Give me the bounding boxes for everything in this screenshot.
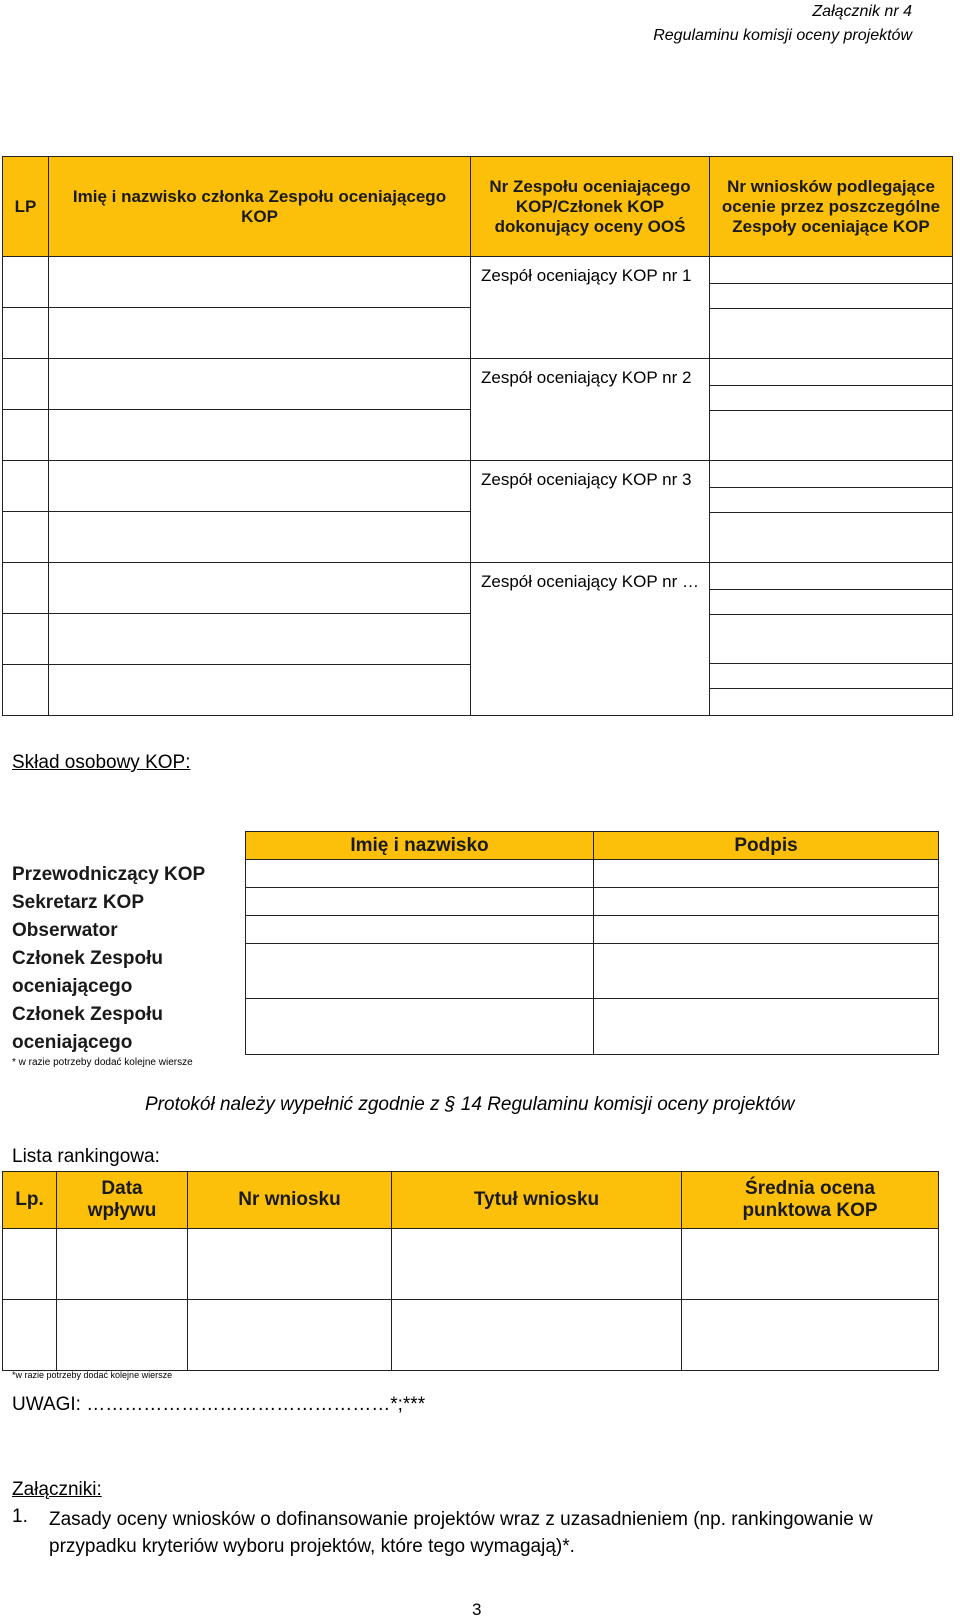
header-lp: Lp. xyxy=(3,1172,57,1229)
member-name-cell[interactable] xyxy=(49,359,471,410)
lp-cell[interactable] xyxy=(3,1229,57,1300)
name-cell[interactable] xyxy=(246,888,594,916)
header-lp: LP xyxy=(3,157,49,257)
name-cell[interactable] xyxy=(246,999,594,1055)
application-numbers-cell[interactable] xyxy=(710,359,953,461)
member-name-cell[interactable] xyxy=(49,563,471,614)
team-label: Zespół oceniający KOP nr 1 xyxy=(471,257,710,359)
member-name-cell[interactable] xyxy=(49,512,471,563)
application-number-cell[interactable] xyxy=(188,1300,392,1371)
remarks: UWAGI: …………………………………………*;*** xyxy=(12,1394,426,1415)
name-cell[interactable] xyxy=(246,916,594,944)
attachment-number: Załącznik nr 4 xyxy=(812,3,912,20)
lp-cell[interactable] xyxy=(3,614,49,665)
application-numbers-cell[interactable] xyxy=(710,563,953,716)
role-observer: Obserwator xyxy=(12,920,118,941)
header-signature: Podpis xyxy=(594,832,939,860)
application-title-cell[interactable] xyxy=(392,1229,682,1300)
date-cell[interactable] xyxy=(57,1300,188,1371)
signature-cell[interactable] xyxy=(594,916,939,944)
header-member-name: Imię i nazwisko członka Zespołu oceniającego KOP xyxy=(49,157,471,257)
attachment-item-text: Zasady oceny wniosków o dofinansowanie projektów wraz z uzasadnieniem (np. rankingowanie w przypadku kryteriów wyboru projektów, które tego wymagają)*. xyxy=(49,1509,873,1557)
name-cell[interactable] xyxy=(246,860,594,888)
member-name-cell[interactable] xyxy=(49,308,471,359)
role-member: Członek Zespołu oceniającego xyxy=(12,1004,163,1053)
team-label: Zespół oceniający KOP nr … xyxy=(471,563,710,716)
lp-cell[interactable] xyxy=(3,257,49,308)
role-secretary: Sekretarz KOP xyxy=(12,892,145,913)
header-application-title: Tytuł wniosku xyxy=(392,1172,682,1229)
ranking-table xyxy=(2,1171,939,1371)
ranking-footnote: *w razie potrzeby dodać kolejne wiersze xyxy=(12,1370,173,1380)
composition-table xyxy=(245,831,939,1055)
lp-cell[interactable] xyxy=(3,563,49,614)
header-average-score: Średnia ocena punktowa KOP xyxy=(682,1172,939,1229)
signature-cell[interactable] xyxy=(594,999,939,1055)
application-title-cell[interactable] xyxy=(392,1300,682,1371)
application-numbers-cell[interactable] xyxy=(710,461,953,563)
application-numbers-cell[interactable] xyxy=(710,257,953,359)
protocol-note: Protokół należy wypełnić zgodnie z § 14 Regulaminu komisji oceny projektów xyxy=(145,1094,795,1115)
signature-cell[interactable] xyxy=(594,860,939,888)
member-name-cell[interactable] xyxy=(49,410,471,461)
member-name-cell[interactable] xyxy=(49,257,471,308)
team-label: Zespół oceniający KOP nr 3 xyxy=(471,461,710,563)
score-cell[interactable] xyxy=(682,1300,939,1371)
attachments-title: Załączniki: xyxy=(12,1479,102,1500)
lp-cell[interactable] xyxy=(3,410,49,461)
page-number: 3 xyxy=(472,1600,482,1619)
ranking-title: Lista rankingowa: xyxy=(12,1146,160,1167)
lp-cell[interactable] xyxy=(3,665,49,716)
lp-cell[interactable] xyxy=(3,308,49,359)
team-label: Zespół oceniający KOP nr 2 xyxy=(471,359,710,461)
header-application-number: Nr wniosku xyxy=(188,1172,392,1229)
lp-cell[interactable] xyxy=(3,359,49,410)
lp-cell[interactable] xyxy=(3,512,49,563)
role-chair: Przewodniczący KOP xyxy=(12,864,206,885)
application-number-cell[interactable] xyxy=(188,1229,392,1300)
score-cell[interactable] xyxy=(682,1229,939,1300)
member-name-cell[interactable] xyxy=(49,461,471,512)
lp-cell[interactable] xyxy=(3,1300,57,1371)
regulation-title: Regulaminu komisji oceny projektów xyxy=(653,27,912,44)
member-name-cell[interactable] xyxy=(49,614,471,665)
date-cell[interactable] xyxy=(57,1229,188,1300)
attachment-item-number: 1. xyxy=(12,1506,28,1527)
name-cell[interactable] xyxy=(246,944,594,999)
header-name: Imię i nazwisko xyxy=(246,832,594,860)
header-application-numbers: Nr wniosków podlegające ocenie przez poszczególne Zespoły oceniające KOP xyxy=(710,157,953,257)
lp-cell[interactable] xyxy=(3,461,49,512)
composition-footnote: * w razie potrzeby dodać kolejne wiersze xyxy=(12,1057,193,1068)
signature-cell[interactable] xyxy=(594,944,939,999)
header-date: Data wpływu xyxy=(57,1172,188,1229)
composition-title: Skład osobowy KOP: xyxy=(12,752,191,773)
role-member: Członek Zespołu oceniającego xyxy=(12,948,163,997)
member-name-cell[interactable] xyxy=(49,665,471,716)
signature-cell[interactable] xyxy=(594,888,939,916)
team-table xyxy=(2,156,953,716)
attachment-header xyxy=(653,0,912,48)
header-team-number: Nr Zespołu oceniającego KOP/Członek KOP dokonujący oceny OOŚ xyxy=(471,157,710,257)
role-list xyxy=(12,861,212,1057)
